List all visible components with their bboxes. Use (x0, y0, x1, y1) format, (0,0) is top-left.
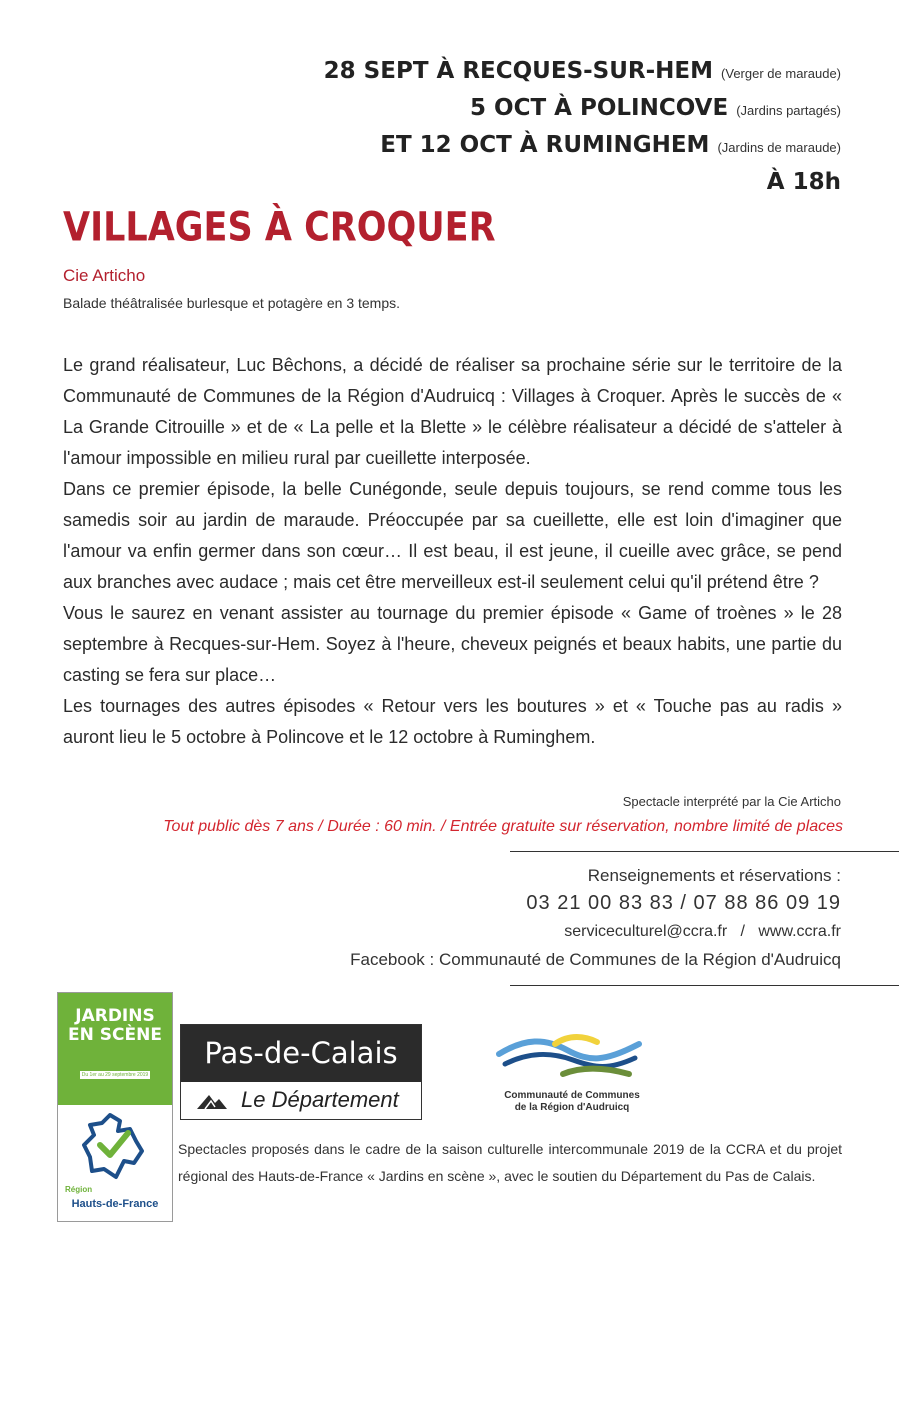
date-line-2 (470, 95, 841, 121)
divider-top (510, 851, 899, 852)
hauts-de-france-map-icon (80, 1111, 150, 1185)
date-main: 5 OCT À POLINCOVE (470, 95, 729, 121)
mountain-icon (195, 1091, 229, 1111)
audience-info: Tout public dès 7 ans / Durée : 60 min. / Entrée gratuite sur réservation, nombre limité de places (163, 818, 843, 835)
facebook-line: Facebook : Communauté de Communes de la Région d'Audruicq (350, 950, 841, 969)
date-line-3 (380, 132, 841, 158)
email-link[interactable]: serviceculturel@ccra.fr (564, 923, 728, 940)
company-name: Cie Articho (63, 266, 146, 285)
ccra-name: Communauté de Communes de la Région d'Audruicq (504, 1090, 640, 1113)
paragraph: Vous le saurez en venant assister au tournage du premier épisode « Game of troènes » le 28 septembre à Recques-sur-Hem. Soyez à l'heure, cheveux peignés et beaux habits, une partie du casting se fera sur place… (63, 603, 842, 685)
pas-de-calais-logo (180, 1024, 422, 1120)
show-subtitle: Balade théâtralisée burlesque et potagère en 3 temps. (63, 295, 401, 311)
jardins-title: JARDINS EN SCÈNE (68, 1006, 162, 1045)
paragraph: Dans ce premier épisode, la belle Cunégonde, seule depuis toujours, se rend comme tous les samedis soir au jardin de maraude. Préoccupée par sa cueillette, elle est loin d'imaginer que l'amour va enfin germer dans son cœur… Il est beau, il est jeune, il cueille avec grâce, se pend aux branches avec audace ; mais cet être merveilleux est-il seulement celui qu'il prétend être ? (63, 479, 842, 592)
contact-heading: Renseignements et réservations : (587, 866, 841, 885)
date-venue: (Jardins de maraude) (717, 140, 841, 155)
website-link[interactable]: www.ccra.fr (758, 923, 841, 940)
date-main: 28 SEPT À RECQUES-SUR-HEM (323, 58, 714, 84)
date-venue: (Jardins partagés) (736, 103, 841, 118)
pdc-subtitle: Le Département (241, 1087, 399, 1112)
show-title: VILLAGES À CROQUER (63, 205, 496, 251)
jardins-date: Du 1er au 29 septembre 2019 (81, 1072, 149, 1078)
paragraph: Les tournages des autres épisodes « Retour vers les boutures » et « Touche pas au radis » auront lieu le 5 octobre à Polincove et le 12 octobre à Ruminghem. (63, 696, 842, 747)
phone-numbers: 03 21 00 83 83 / 07 88 86 09 19 (526, 892, 841, 914)
date-line-1 (324, 58, 841, 84)
region-name: Hauts-de-France (71, 1198, 159, 1210)
footer-note: Spectacles proposés dans le cadre de la saison culturelle intercommunale 2019 de la CCRA et du projet régional des Hauts-de-France « Jardins en scène », avec le soutien du Département du Pas de Calais. (178, 1141, 842, 1184)
description (63, 350, 842, 753)
ccra-waves-icon (495, 1030, 645, 1086)
region-label: Région (65, 1185, 93, 1194)
paragraph: Le grand réalisateur, Luc Bêchons, a décidé de réaliser sa prochaine série sur le territoire de la Communauté de Communes de la Région d'Audruicq : Villages à Croquer. Après le succès de « La Grande Citrouille » et de « La pelle et la Blette » le célèbre réalisateur a décidé de s'atteler à l'amour impossible en milieu rural par cueillette interposée. (63, 355, 842, 468)
jardins-en-scene-logo (57, 992, 173, 1222)
date-venue: (Verger de maraude) (721, 66, 841, 81)
credit-line: Spectacle interprété par la Cie Articho (622, 794, 841, 809)
date-main: ET 12 OCT À RUMINGHEM (380, 132, 710, 158)
divider-bottom (510, 985, 899, 986)
pdc-name: Pas-de-Calais (181, 1025, 421, 1082)
separator: / (740, 923, 745, 940)
contact-web (564, 923, 841, 941)
show-time: À 18h (766, 169, 841, 195)
